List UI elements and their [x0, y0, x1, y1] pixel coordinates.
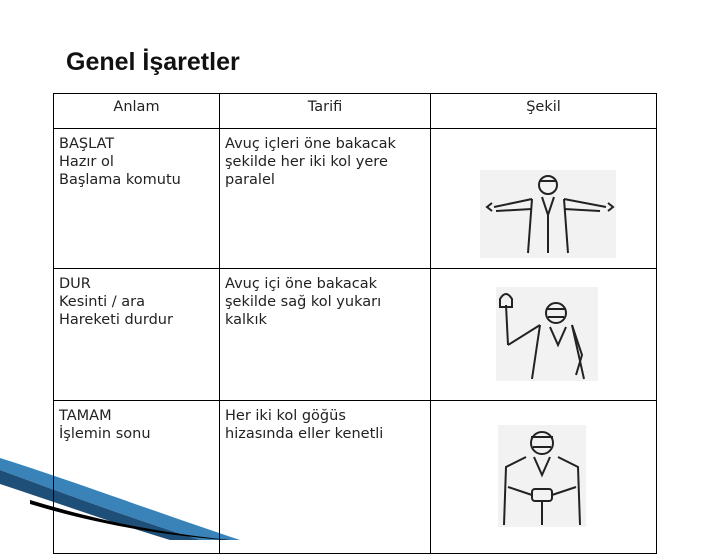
meaning-cell: [54, 129, 220, 269]
meaning-line: Hazır ol: [59, 154, 114, 170]
description-line: şekilde sağ kol yukarı: [225, 294, 382, 310]
description-line: Her iki kol göğüs: [225, 408, 346, 424]
figure-cell: [431, 401, 657, 554]
meaning-line: Kesinti / ara: [59, 294, 146, 310]
meaning-cell: [54, 269, 220, 401]
meaning-line: Hareketi durdur: [59, 312, 173, 328]
meaning-line: İşlemin sonu: [59, 426, 151, 442]
meaning-line: BAŞLAT: [59, 136, 115, 152]
header-meaning: Anlam: [54, 94, 220, 129]
right-arm-raised-figure-icon: [436, 275, 662, 394]
table-header-row: [54, 94, 657, 129]
figure-cell: [431, 129, 657, 269]
table-row: [54, 401, 657, 554]
hands-clasped-figure-icon: [436, 407, 662, 547]
meaning-line: TAMAM: [59, 408, 112, 424]
description-line: Avuç içleri öne bakacak: [225, 136, 396, 152]
header-description: Tarifi: [220, 94, 431, 129]
meaning-cell: [54, 401, 220, 554]
description-cell: [220, 401, 431, 554]
description-line: şekilde her iki kol yere: [225, 154, 388, 170]
meaning-line: Başlama komutu: [59, 172, 181, 188]
description-line: kalkık: [225, 312, 267, 328]
figure-cell: [431, 269, 657, 401]
description-cell: [220, 269, 431, 401]
slide-title: Genel İşaretler: [66, 48, 240, 76]
description-cell: [220, 129, 431, 269]
meaning-line: DUR: [59, 276, 91, 292]
table-row: [54, 129, 657, 269]
signals-table: [53, 93, 657, 554]
table-row: [54, 269, 657, 401]
description-line: hizasında eller kenetli: [225, 426, 384, 442]
description-line: paralel: [225, 172, 275, 188]
description-line: Avuç içi öne bakacak: [225, 276, 378, 292]
arms-outstretched-figure-icon: [436, 135, 662, 262]
header-figure: Şekil: [431, 94, 657, 129]
